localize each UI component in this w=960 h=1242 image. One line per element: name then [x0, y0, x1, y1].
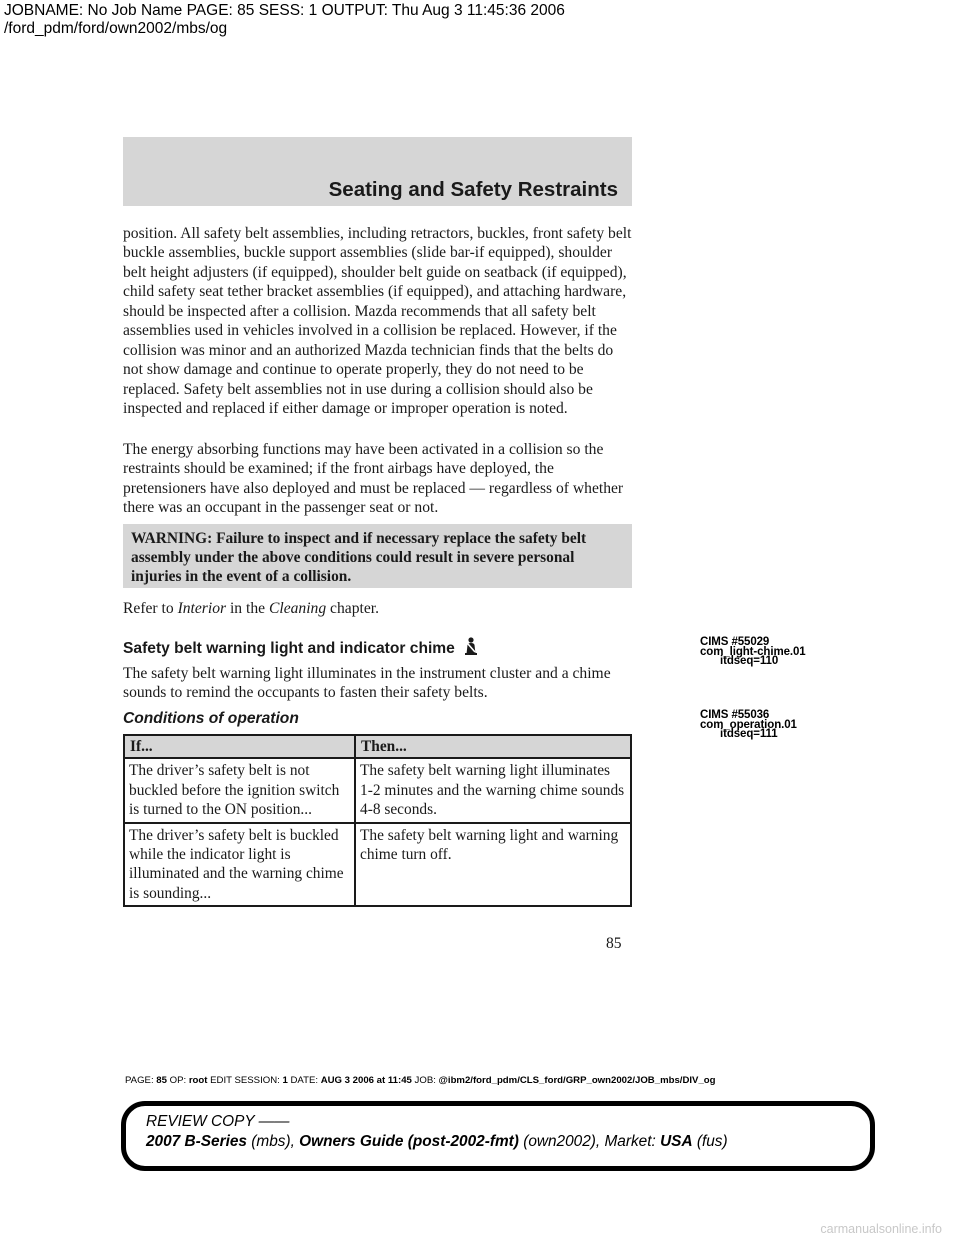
footer-date-label: DATE:	[287, 1075, 321, 1086]
chime-heading-text: Safety belt warning light and indicator chime	[123, 640, 455, 657]
refer-line	[123, 600, 379, 618]
cims-note-2-id: CIMS #55036	[700, 709, 770, 721]
table-row	[124, 758, 631, 822]
warning-text: WARNING: Failure to inspect and if necessary replace the safety belt assembly under the above conditions could result in severe personal injuries in the event of a collision.	[131, 530, 587, 585]
conditions-heading: Conditions of operation	[123, 710, 299, 727]
review-market-code: (fus)	[692, 1133, 728, 1150]
section-header-band	[123, 137, 632, 206]
refer-topic: Interior	[177, 600, 227, 617]
cims-note-2-code: com_operation.01	[700, 718, 797, 731]
review-guide-code: (own2002)	[518, 1133, 596, 1150]
conditions-table	[123, 734, 632, 907]
review-market-label: , Market:	[595, 1133, 661, 1150]
job-header-line2: /ford_pdm/ford/own2002/mbs/og	[4, 20, 228, 37]
body-paragraph-energy: The energy absorbing functions may have been activated in a collision so the restraints should be examined; if the front airbags have deployed, the pretensioners have also deployed and must be replaced — regardless of whether there was an occupant in the passenger seat or not.	[123, 441, 624, 517]
footer-op-label: OP:	[166, 1075, 189, 1086]
table-cell-then: The safety belt warning light and warning chime turn off.	[355, 823, 631, 907]
refer-prefix: Refer to	[123, 600, 178, 617]
footer-edit-label: EDIT SESSION:	[207, 1075, 283, 1086]
review-model-code: (mbs)	[246, 1133, 291, 1150]
table-cell-then: The safety belt warning light illuminates 1-2 minutes and the warning chime sounds 4-8 seconds.	[355, 758, 631, 822]
footer-op: root	[188, 1075, 208, 1086]
table-cell-if: The driver’s safety belt is not buckled before the ignition switch is turned to the ON position...	[124, 758, 355, 822]
cims-note-1-code: com_light-chime.01	[700, 645, 806, 658]
footer-job-label: JOB:	[411, 1075, 439, 1086]
review-sep1: ,	[290, 1133, 300, 1150]
cims-note-1	[700, 638, 820, 667]
footer-job: @ibm2/ford_pdm/CLS_ford/GRP_own2002/JOB_mbs/DIV_og	[438, 1075, 716, 1086]
warning-box	[123, 524, 632, 588]
footer-page-label: PAGE:	[125, 1075, 157, 1086]
review-guide: Owners Guide (post-2002-fmt)	[299, 1133, 519, 1150]
footer-date: AUG 3 2006 at 11:45	[320, 1075, 412, 1086]
seatbelt-icon	[463, 637, 479, 660]
body-paragraph-inspection: position. All safety belt assemblies, including retractors, buckles, front safety belt buckle assemblies, buckle support assemblies (slide bar-if equipped), shoulder belt height adjusters (if equipped), shoulder belt guide on seatback (if equipped), child safety seat tether bracket assemblies (if equipped), and attaching hardware, should be inspected after a collision. Mazda recommends that all safety belt assemblies used in vehicles involved in a collision be replaced. However, if the collision was minor and an authorized Mazda technician finds that the belts do not show damage and continue to operate properly, they do not need to be replaced. Safety belt assemblies not in use during a collision should also be inspected and replaced if either damage or improper operation is noted.	[123, 225, 632, 418]
table-row	[124, 823, 631, 907]
table-header-then: Then...	[355, 735, 631, 758]
review-copy-box	[121, 1101, 875, 1171]
review-copy-details	[146, 1133, 728, 1151]
footer-page: 85	[156, 1075, 167, 1086]
footer-job-info	[125, 1075, 716, 1086]
table-cell-if: The driver’s safety belt is buckled while the indicator light is illuminated and the warning chime is sounding...	[124, 823, 355, 907]
footer-edit: 1	[282, 1075, 288, 1086]
table-header-row	[124, 735, 631, 758]
cims-note-2-seq: itdseq=111	[720, 728, 778, 740]
chime-heading	[123, 637, 479, 660]
review-copy-label: REVIEW COPY ——	[146, 1113, 290, 1130]
review-market: USA	[660, 1133, 693, 1150]
review-model: 2007 B-Series	[146, 1133, 247, 1150]
table-header-if: If...	[124, 735, 355, 758]
refer-chapter: Cleaning	[268, 600, 327, 617]
watermark: carmanualsonline.info	[820, 1222, 942, 1236]
chime-paragraph: The safety belt warning light illuminates in the instrument cluster and a chime sounds to remind the occupants to fasten their safety belts.	[123, 665, 611, 702]
refer-middle: in the	[226, 600, 269, 617]
page-number: 85	[606, 935, 622, 952]
job-header-line1: JOBNAME: No Job Name PAGE: 85 SESS: 1 OUTPUT: Thu Aug 3 11:45:36 2006	[4, 2, 565, 19]
section-title: Seating and Safety Restraints	[328, 178, 618, 201]
cims-note-2	[700, 711, 820, 740]
cims-note-1-seq: itdseq=110	[720, 655, 779, 667]
cims-note-1-id: CIMS #55029	[700, 636, 770, 648]
refer-suffix: chapter.	[326, 600, 379, 617]
